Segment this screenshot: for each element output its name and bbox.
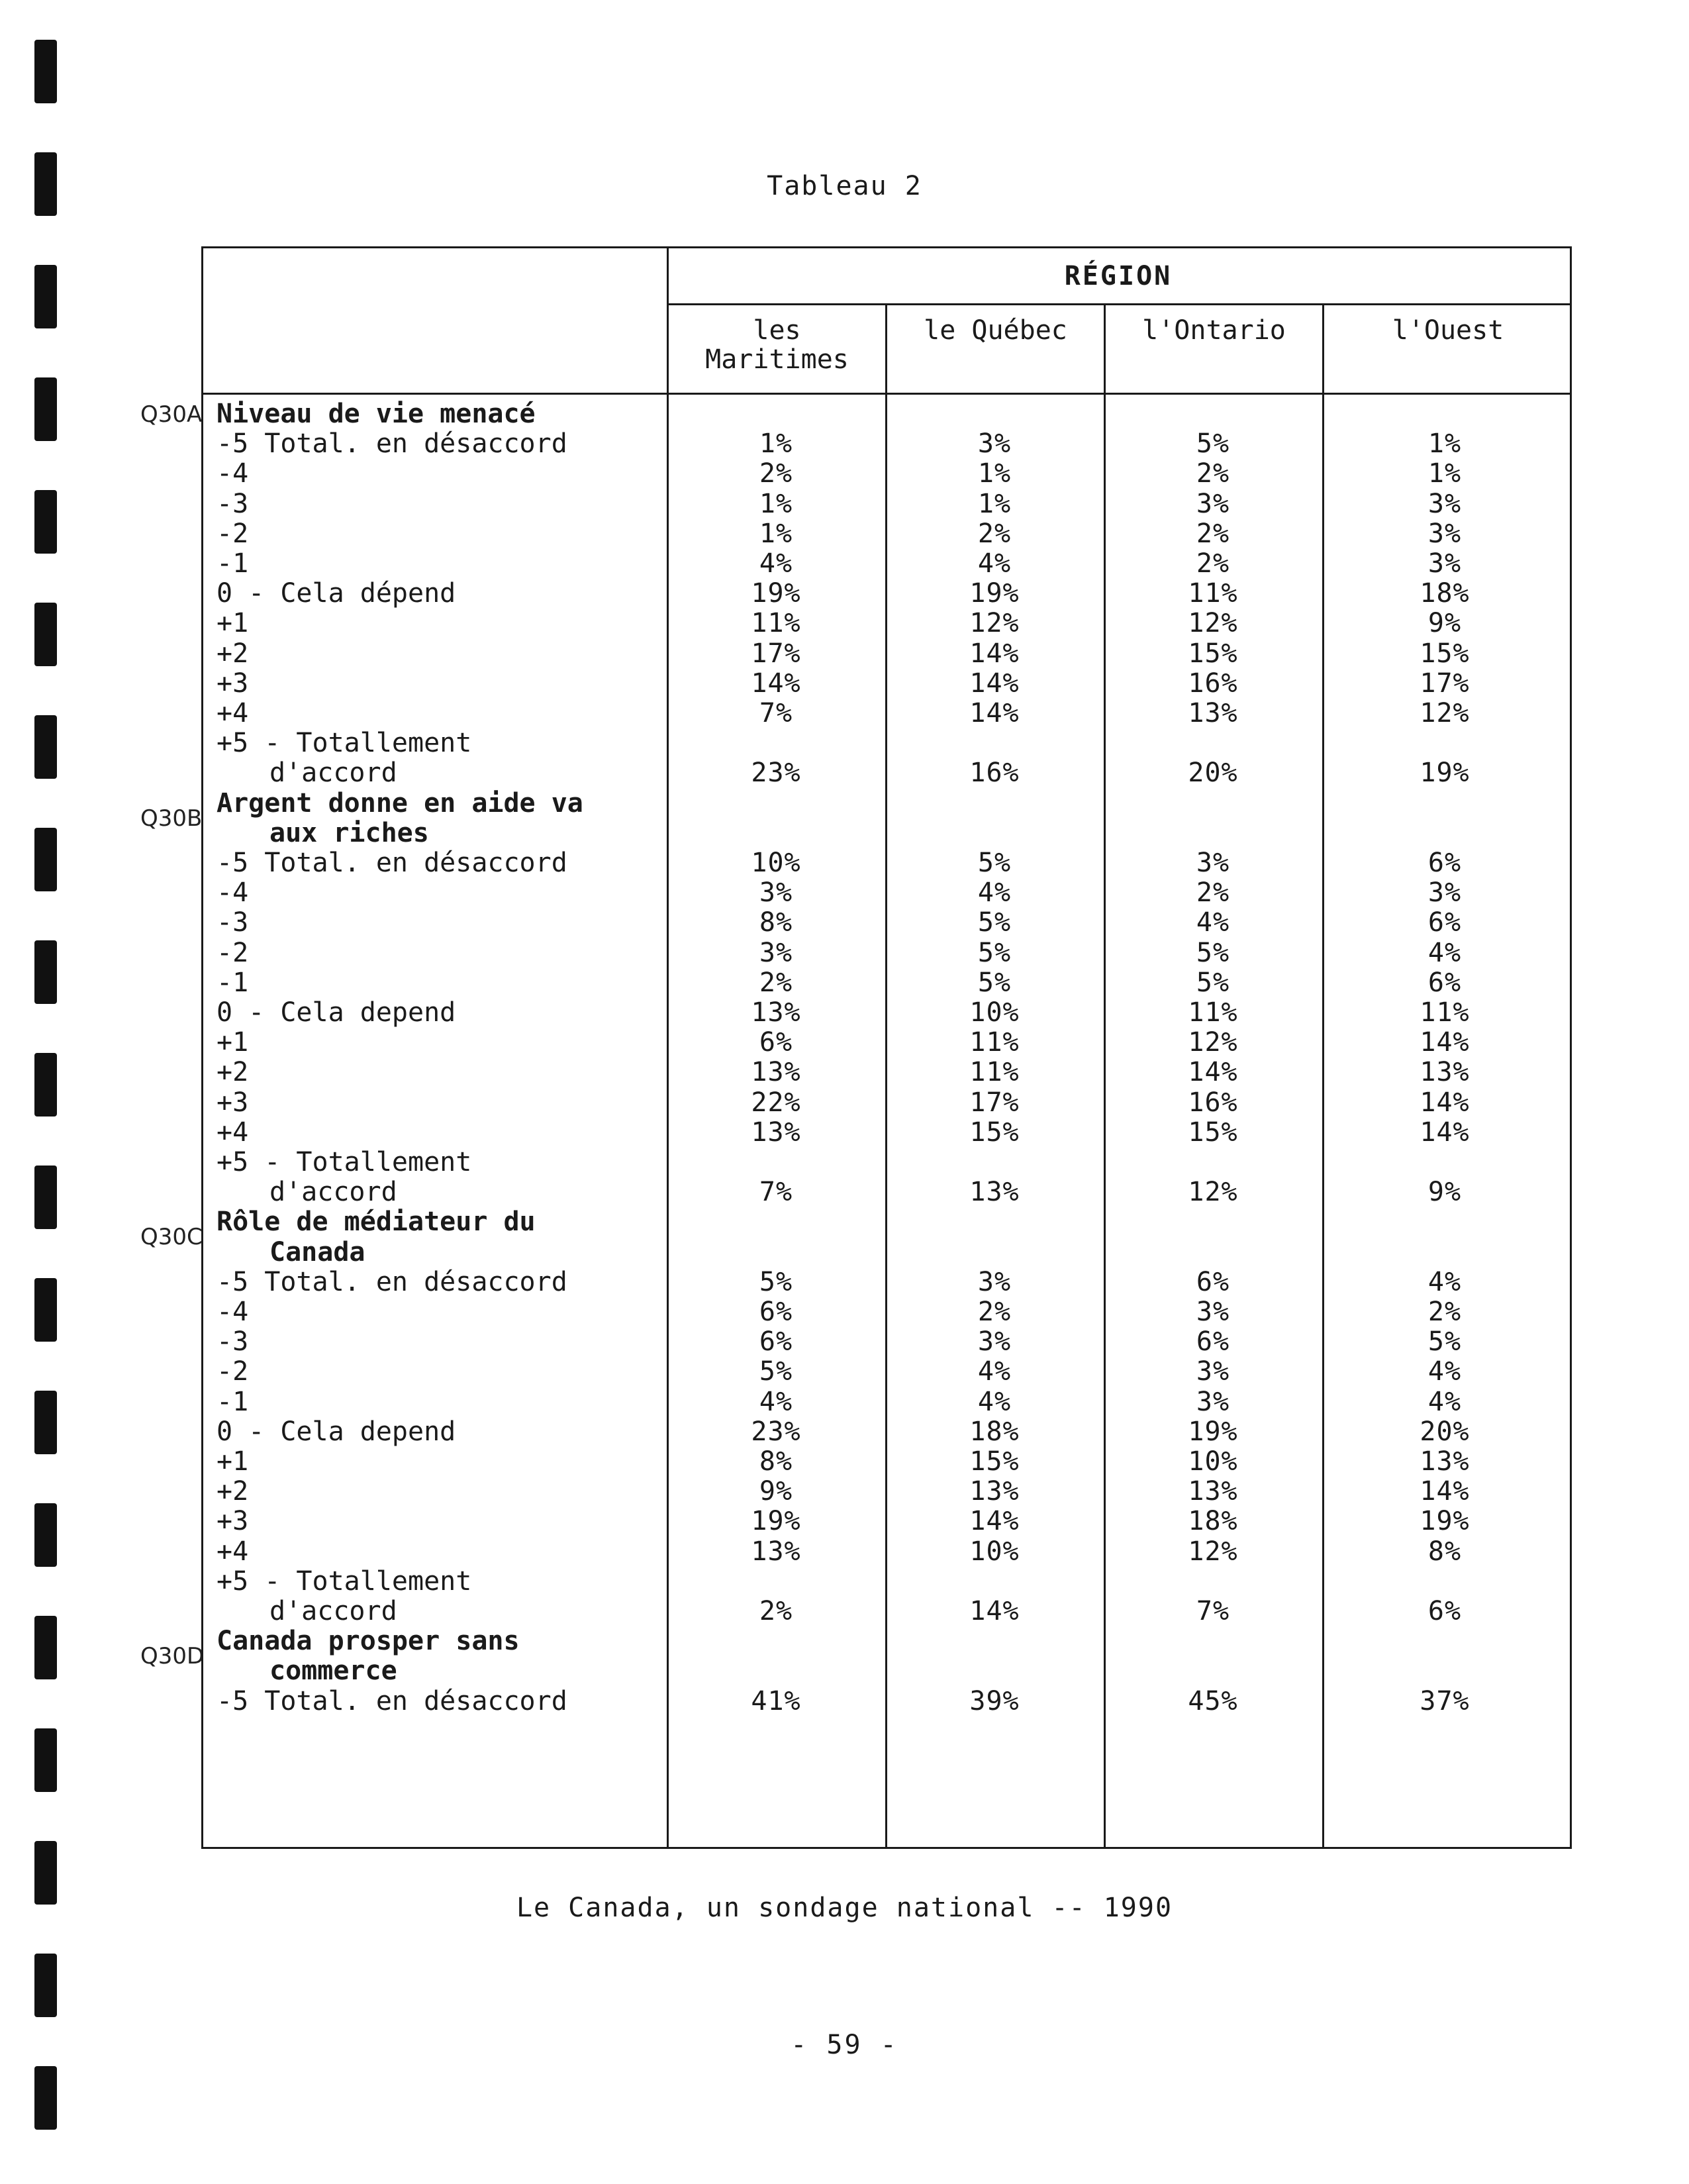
table-row (203, 1177, 1570, 1207)
table-row (203, 1297, 1570, 1327)
percent-cell: 12% (1188, 608, 1238, 639)
percent-cell: 5% (977, 967, 1012, 998)
table-row (203, 1267, 1570, 1297)
percent-cell: 7% (759, 698, 793, 728)
column-header-maritimes: les Maritimes (705, 315, 849, 375)
binding-hole (34, 940, 57, 1004)
binding-hole (34, 1278, 57, 1342)
percent-cell: 8% (1427, 1536, 1462, 1567)
question-code: Q30B (140, 805, 203, 832)
percent-cell: 7% (1196, 1596, 1230, 1626)
percent-cell: 13% (1420, 1057, 1470, 1088)
scale-label: +4 (217, 698, 249, 728)
percent-cell: 2% (1427, 1297, 1462, 1327)
table-row (203, 789, 1570, 819)
percent-cell: 4% (1427, 1266, 1462, 1297)
table-row (203, 1537, 1570, 1567)
percent-cell: 12% (969, 608, 1020, 639)
scale-label: -4 (217, 877, 249, 909)
scale-label: +3 (217, 1087, 249, 1118)
scale-label: d'accord (269, 758, 397, 789)
percent-cell: 3% (1427, 877, 1462, 909)
scale-label: -2 (217, 937, 249, 968)
percent-cell: 11% (1188, 997, 1238, 1028)
percent-cell: 6% (1196, 1326, 1230, 1358)
percent-cell: 3% (759, 937, 793, 968)
binding-hole (34, 490, 57, 554)
scale-label: d'accord (269, 1596, 397, 1626)
percent-cell: 3% (1196, 1297, 1230, 1327)
percent-cell: 10% (969, 1536, 1020, 1567)
percent-cell: 1% (1427, 458, 1462, 489)
percent-cell: 6% (759, 1297, 793, 1327)
percent-cell: 23% (751, 758, 801, 789)
table-row (203, 998, 1570, 1028)
scale-label: +2 (217, 638, 249, 669)
percent-cell: 39% (969, 1685, 1020, 1716)
percent-cell: 12% (1420, 698, 1470, 728)
percent-cell: 12% (1188, 1177, 1238, 1208)
percent-cell: 12% (1188, 1027, 1238, 1058)
percent-cell: 13% (1188, 698, 1238, 728)
table-row (203, 878, 1570, 908)
scale-label: -3 (217, 1326, 249, 1358)
percent-cell: 19% (1420, 1506, 1470, 1537)
scale-label: -2 (217, 1356, 249, 1387)
region-header: RÉGION (1064, 261, 1173, 291)
table-row (203, 399, 1570, 429)
table-row (203, 758, 1570, 788)
percent-cell: 13% (969, 1476, 1020, 1507)
percent-cell: 4% (977, 877, 1012, 909)
percent-cell: 15% (1188, 1117, 1238, 1148)
percent-cell: 19% (751, 578, 801, 609)
question-code: Q30C (140, 1224, 203, 1251)
percent-cell: 5% (977, 848, 1012, 878)
binding-hole (34, 377, 57, 441)
percent-cell: 6% (1427, 907, 1462, 938)
percent-cell: 4% (759, 1386, 793, 1417)
percent-cell: 11% (751, 608, 801, 639)
scale-label: +3 (217, 668, 249, 699)
table-row (203, 1597, 1570, 1626)
percent-cell: 22% (751, 1087, 801, 1118)
percent-cell: 5% (977, 937, 1012, 968)
table-row (203, 1447, 1570, 1477)
binding-hole (34, 1391, 57, 1454)
table-row (203, 1656, 1570, 1686)
table-row (203, 639, 1570, 669)
scale-label: -1 (217, 1386, 249, 1417)
scale-label: +1 (217, 1027, 249, 1058)
percent-cell: 13% (751, 1057, 801, 1088)
percent-cell: 14% (969, 1596, 1020, 1626)
scale-label: -3 (217, 907, 249, 938)
scale-label: -1 (217, 548, 249, 579)
percent-cell: 4% (977, 548, 1012, 579)
region-table (201, 246, 1572, 1849)
percent-cell: 8% (759, 1446, 793, 1477)
scale-label: +2 (217, 1057, 249, 1088)
table-row (203, 1148, 1570, 1177)
percent-cell: 14% (1420, 1027, 1470, 1058)
percent-cell: 17% (751, 638, 801, 669)
percent-cell: 10% (1188, 1446, 1238, 1477)
percent-cell: 3% (1427, 488, 1462, 519)
percent-cell: 2% (759, 458, 793, 489)
percent-cell: 18% (969, 1416, 1020, 1447)
scale-label: d'accord (269, 1177, 397, 1208)
question-label: Niveau de vie menacé (217, 399, 536, 429)
column-header-ouest: l'Ouest (1392, 315, 1504, 346)
percent-cell: 3% (977, 1326, 1012, 1358)
percent-cell: 3% (1196, 848, 1230, 878)
percent-cell: 15% (1188, 638, 1238, 669)
scale-label: -5 Total. en désaccord (217, 1266, 567, 1297)
scale-label: +5 - Totallement (217, 728, 472, 759)
percent-cell: 9% (1427, 1177, 1462, 1208)
percent-cell: 10% (969, 997, 1020, 1028)
question-label: aux riches (269, 817, 429, 848)
percent-cell: 41% (751, 1685, 801, 1716)
percent-cell: 13% (751, 1536, 801, 1567)
percent-cell: 15% (969, 1117, 1020, 1148)
binding-hole (34, 1728, 57, 1792)
percent-cell: 5% (977, 907, 1012, 938)
percent-cell: 5% (1196, 967, 1230, 998)
table-row (203, 489, 1570, 519)
table-row (203, 1207, 1570, 1237)
percent-cell: 4% (977, 1386, 1012, 1417)
percent-cell: 1% (1427, 428, 1462, 460)
percent-cell: 18% (1420, 578, 1470, 609)
binding-hole (34, 715, 57, 779)
scale-label: +1 (217, 608, 249, 639)
binding-hole (34, 1954, 57, 2017)
header-divider (667, 303, 1570, 305)
scale-label: +5 - Totallement (217, 1147, 472, 1177)
table-row (203, 1567, 1570, 1597)
binding-hole (34, 828, 57, 891)
percent-cell: 5% (1196, 428, 1230, 460)
scale-label: -4 (217, 458, 249, 489)
percent-cell: 16% (1188, 1087, 1238, 1118)
percent-cell: 16% (1188, 668, 1238, 699)
question-label: Rôle de médiateur du (217, 1207, 536, 1238)
percent-cell: 14% (1420, 1117, 1470, 1148)
percent-cell: 5% (1196, 937, 1230, 968)
scale-label: 0 - Cela depend (217, 1416, 456, 1447)
percent-cell: 13% (1188, 1476, 1238, 1507)
percent-cell: 2% (977, 518, 1012, 549)
table-row (203, 819, 1570, 848)
table-row (203, 1417, 1570, 1447)
table-row (203, 609, 1570, 638)
percent-cell: 11% (1420, 997, 1470, 1028)
percent-cell: 9% (759, 1476, 793, 1507)
percent-cell: 6% (1427, 848, 1462, 878)
table-row (203, 699, 1570, 728)
percent-cell: 6% (1196, 1266, 1230, 1297)
percent-cell: 45% (1188, 1685, 1238, 1716)
percent-cell: 2% (1196, 458, 1230, 489)
scale-label: 0 - Cela depend (217, 997, 456, 1028)
question-label: Argent donne en aide va (217, 787, 583, 819)
scale-label: -5 Total. en désaccord (217, 428, 567, 460)
question-label: Canada prosper sans (217, 1626, 520, 1657)
percent-cell: 14% (969, 668, 1020, 699)
scale-label: -3 (217, 488, 249, 519)
percent-cell: 19% (969, 578, 1020, 609)
table-row (203, 968, 1570, 998)
question-code: Q30D (140, 1643, 205, 1670)
percent-cell: 3% (1427, 518, 1462, 549)
percent-cell: 13% (751, 997, 801, 1028)
percent-cell: 6% (1427, 1596, 1462, 1626)
percent-cell: 3% (1196, 1356, 1230, 1387)
percent-cell: 3% (1196, 488, 1230, 519)
table-row (203, 1357, 1570, 1387)
percent-cell: 12% (1188, 1536, 1238, 1567)
percent-cell: 10% (751, 848, 801, 878)
percent-cell: 13% (969, 1177, 1020, 1208)
percent-cell: 4% (977, 1356, 1012, 1387)
percent-cell: 18% (1188, 1506, 1238, 1537)
percent-cell: 5% (759, 1356, 793, 1387)
table-row (203, 429, 1570, 459)
scale-label: +4 (217, 1117, 249, 1148)
question-label: Canada (269, 1236, 365, 1267)
percent-cell: 19% (1188, 1416, 1238, 1447)
binding-hole (34, 1053, 57, 1117)
survey-caption: Le Canada, un sondage national -- 1990 (516, 1893, 1173, 1923)
percent-cell: 1% (977, 488, 1012, 519)
table-row (203, 669, 1570, 699)
percent-cell: 11% (969, 1057, 1020, 1088)
percent-cell: 2% (1196, 548, 1230, 579)
table-row (203, 728, 1570, 758)
question-label: commerce (269, 1656, 397, 1687)
percent-cell: 2% (759, 1596, 793, 1626)
percent-cell: 5% (759, 1266, 793, 1297)
binding-hole (34, 1166, 57, 1229)
percent-cell: 1% (759, 488, 793, 519)
percent-cell: 6% (1427, 967, 1462, 998)
table-row (203, 938, 1570, 968)
percent-cell: 6% (759, 1326, 793, 1358)
binding-hole (34, 2066, 57, 2130)
table-row (203, 908, 1570, 938)
percent-cell: 17% (969, 1087, 1020, 1118)
percent-cell: 20% (1420, 1416, 1470, 1447)
scale-label: -2 (217, 518, 249, 549)
table-row (203, 1477, 1570, 1507)
percent-cell: 4% (1427, 937, 1462, 968)
scale-label: 0 - Cela dépend (217, 578, 456, 609)
percent-cell: 19% (1420, 758, 1470, 789)
percent-cell: 11% (969, 1027, 1020, 1058)
table-row (203, 1028, 1570, 1058)
table-row (203, 1327, 1570, 1357)
percent-cell: 9% (1427, 608, 1462, 639)
table-row (203, 848, 1570, 878)
percent-cell: 2% (1196, 877, 1230, 909)
percent-cell: 3% (977, 1266, 1012, 1297)
percent-cell: 13% (751, 1117, 801, 1148)
percent-cell: 3% (977, 428, 1012, 460)
scale-label: +2 (217, 1476, 249, 1507)
percent-cell: 1% (759, 428, 793, 460)
percent-cell: 3% (1196, 1386, 1230, 1417)
percent-cell: 14% (1188, 1057, 1238, 1088)
scale-label: +1 (217, 1446, 249, 1477)
scale-label: -5 Total. en désaccord (217, 1685, 567, 1716)
page-number: - 59 - (791, 2030, 898, 2060)
binding-hole (34, 603, 57, 666)
percent-cell: 15% (1420, 638, 1470, 669)
percent-cell: 3% (1427, 548, 1462, 579)
table-title: Tableau 2 (767, 171, 922, 201)
percent-cell: 2% (1196, 518, 1230, 549)
percent-cell: 6% (759, 1027, 793, 1058)
percent-cell: 14% (1420, 1087, 1470, 1118)
percent-cell: 37% (1420, 1685, 1470, 1716)
column-header-ontario: l'Ontario (1142, 315, 1286, 346)
percent-cell: 14% (969, 638, 1020, 669)
scale-label: +3 (217, 1506, 249, 1537)
percent-cell: 4% (1196, 907, 1230, 938)
percent-cell: 4% (1427, 1356, 1462, 1387)
percent-cell: 4% (1427, 1386, 1462, 1417)
percent-cell: 16% (969, 758, 1020, 789)
table-row (203, 1387, 1570, 1417)
header-bottom-rule (203, 393, 1570, 395)
percent-cell: 8% (759, 907, 793, 938)
percent-cell: 2% (977, 1297, 1012, 1327)
scale-label: -5 Total. en désaccord (217, 848, 567, 878)
binding-hole (34, 265, 57, 328)
percent-cell: 17% (1420, 668, 1470, 699)
binding-hole (34, 1616, 57, 1679)
table-row (203, 549, 1570, 579)
percent-cell: 20% (1188, 758, 1238, 789)
table-row (203, 1687, 1570, 1716)
percent-cell: 1% (977, 458, 1012, 489)
percent-cell: 14% (751, 668, 801, 699)
scale-label: -1 (217, 967, 249, 998)
percent-cell: 11% (1188, 578, 1238, 609)
percent-cell: 5% (1427, 1326, 1462, 1358)
percent-cell: 19% (751, 1506, 801, 1537)
question-code: Q30A (140, 401, 203, 428)
percent-cell: 14% (969, 698, 1020, 728)
percent-cell: 3% (759, 877, 793, 909)
table-row (203, 1088, 1570, 1118)
percent-cell: 14% (1420, 1476, 1470, 1507)
table-row (203, 1626, 1570, 1656)
table-row (203, 1058, 1570, 1087)
column-header-quebec: le Québec (924, 315, 1067, 346)
percent-cell: 1% (759, 518, 793, 549)
percent-cell: 23% (751, 1416, 801, 1447)
percent-cell: 2% (759, 967, 793, 998)
scale-label: +5 - Totallement (217, 1565, 472, 1597)
percent-cell: 13% (1420, 1446, 1470, 1477)
binding-hole (34, 40, 57, 103)
percent-cell: 4% (759, 548, 793, 579)
percent-cell: 15% (969, 1446, 1020, 1477)
table-row (203, 1118, 1570, 1148)
scale-label: -4 (217, 1297, 249, 1327)
table-row (203, 1507, 1570, 1536)
table-row (203, 579, 1570, 609)
scale-label: +4 (217, 1536, 249, 1567)
table-row (203, 459, 1570, 489)
table-row (203, 519, 1570, 549)
percent-cell: 14% (969, 1506, 1020, 1537)
table-row (203, 1238, 1570, 1267)
binding-hole (34, 1503, 57, 1567)
percent-cell: 7% (759, 1177, 793, 1208)
